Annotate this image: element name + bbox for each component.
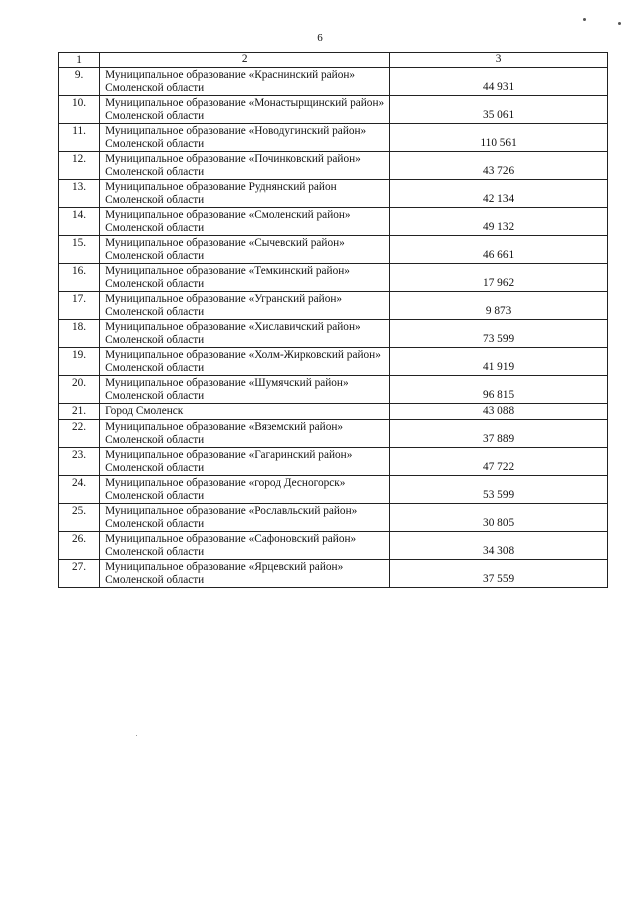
amount-value: 37 559	[390, 560, 608, 588]
amount-value: 34 308	[390, 532, 608, 560]
row-number: 26.	[59, 532, 100, 560]
amount-value: 49 132	[390, 208, 608, 236]
amount-value: 42 134	[390, 180, 608, 208]
scan-speck	[136, 735, 137, 736]
municipality-name: Муниципальное образование «Вяземский район» Смоленской области	[100, 420, 390, 448]
municipality-name: Муниципальное образование «Ярцевский район» Смоленской области	[100, 560, 390, 588]
municipality-name: Муниципальное образование «Сафоновский район» Смоленской области	[100, 532, 390, 560]
municipality-name: Муниципальное образование «Холм-Жирковский район» Смоленской области	[100, 348, 390, 376]
amount-value: 17 962	[390, 264, 608, 292]
table-row	[59, 180, 608, 208]
municipality-name: Муниципальное образование «Темкинский район» Смоленской области	[100, 264, 390, 292]
row-number: 25.	[59, 504, 100, 532]
row-number: 22.	[59, 420, 100, 448]
amount-value: 44 931	[390, 68, 608, 96]
amount-value: 43 726	[390, 152, 608, 180]
row-number: 19.	[59, 348, 100, 376]
amount-value: 47 722	[390, 448, 608, 476]
data-table	[58, 52, 608, 588]
column-header: 3	[390, 53, 608, 68]
table-row	[59, 208, 608, 236]
amount-value: 37 889	[390, 420, 608, 448]
amount-value: 110 561	[390, 124, 608, 152]
row-number: 11.	[59, 124, 100, 152]
amount-value: 46 661	[390, 236, 608, 264]
page-number: 6	[317, 32, 323, 44]
table-row	[59, 504, 608, 532]
municipality-name: Муниципальное образование «Починковский район» Смоленской области	[100, 152, 390, 180]
row-number: 13.	[59, 180, 100, 208]
scan-mark	[618, 22, 621, 25]
amount-value: 30 805	[390, 504, 608, 532]
municipality-name: Город Смоленск	[100, 404, 390, 420]
amount-value: 53 599	[390, 476, 608, 504]
amount-value: 73 599	[390, 320, 608, 348]
table-row	[59, 420, 608, 448]
row-number: 23.	[59, 448, 100, 476]
municipality-name: Муниципальное образование «Угранский район» Смоленской области	[100, 292, 390, 320]
table-row	[59, 124, 608, 152]
municipality-name: Муниципальное образование «Новодугинский район» Смоленской области	[100, 124, 390, 152]
table-row	[59, 348, 608, 376]
row-number: 12.	[59, 152, 100, 180]
row-number: 10.	[59, 96, 100, 124]
row-number: 21.	[59, 404, 100, 420]
table-row	[59, 404, 608, 420]
table-row	[59, 320, 608, 348]
row-number: 14.	[59, 208, 100, 236]
row-number: 16.	[59, 264, 100, 292]
amount-value: 96 815	[390, 376, 608, 404]
table-header-row	[59, 53, 608, 68]
municipality-name: Муниципальное образование «Краснинский район» Смоленской области	[100, 68, 390, 96]
row-number: 20.	[59, 376, 100, 404]
table-row	[59, 532, 608, 560]
amount-value: 9 873	[390, 292, 608, 320]
municipality-name: Муниципальное образование «Хиславичский район» Смоленской области	[100, 320, 390, 348]
table-row	[59, 448, 608, 476]
scan-mark	[583, 18, 586, 21]
municipality-name: Муниципальное образование «Шумячский район» Смоленской области	[100, 376, 390, 404]
row-number: 17.	[59, 292, 100, 320]
row-number: 18.	[59, 320, 100, 348]
table-row	[59, 236, 608, 264]
table-row	[59, 96, 608, 124]
amount-value: 41 919	[390, 348, 608, 376]
row-number: 9.	[59, 68, 100, 96]
table-row	[59, 476, 608, 504]
row-number: 15.	[59, 236, 100, 264]
amount-value: 43 088	[390, 404, 608, 420]
table-row	[59, 560, 608, 588]
municipality-name: Муниципальное образование «Рославльский район» Смоленской области	[100, 504, 390, 532]
table-row	[59, 152, 608, 180]
table-row	[59, 376, 608, 404]
table-row	[59, 264, 608, 292]
municipality-name: Муниципальное образование Руднянский район Смоленской области	[100, 180, 390, 208]
row-number: 27.	[59, 560, 100, 588]
municipality-name: Муниципальное образование «Монастырщинский район» Смоленской области	[100, 96, 390, 124]
column-header: 2	[100, 53, 390, 68]
municipality-name: Муниципальное образование «Гагаринский район» Смоленской области	[100, 448, 390, 476]
table-row	[59, 68, 608, 96]
amount-value: 35 061	[390, 96, 608, 124]
table-row	[59, 292, 608, 320]
row-number: 24.	[59, 476, 100, 504]
column-header: 1	[59, 53, 100, 68]
municipality-name: Муниципальное образование «город Десногорск» Смоленской области	[100, 476, 390, 504]
municipality-name: Муниципальное образование «Смоленский район» Смоленской области	[100, 208, 390, 236]
municipality-name: Муниципальное образование «Сычевский район» Смоленской области	[100, 236, 390, 264]
